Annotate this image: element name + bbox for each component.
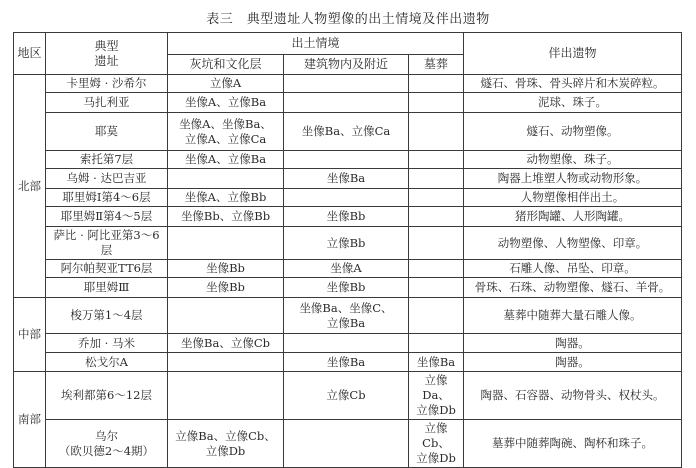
ash-pit-cell — [168, 353, 284, 372]
site-cell: 索托第7层 — [46, 151, 168, 169]
artifacts-cell: 墓葬中随葬大量石雕人像。 — [464, 298, 682, 334]
tomb-cell — [409, 278, 464, 298]
tomb-cell — [409, 334, 464, 353]
ash-pit-cell — [168, 372, 284, 420]
tomb-cell — [409, 189, 464, 207]
building-cell: 坐像Bb — [284, 278, 409, 298]
data-table — [13, 32, 682, 468]
tomb-cell: 立像Cb、 立像Db — [409, 420, 464, 468]
ash-pit-cell: 坐像Bb — [168, 260, 284, 278]
artifacts-cell: 陶器。 — [464, 353, 682, 372]
ash-pit-cell — [168, 298, 284, 334]
table-row — [14, 207, 682, 227]
header-context: 出土情境 — [168, 33, 464, 55]
building-cell: 坐像Ba — [284, 353, 409, 372]
header-building: 建筑物内及附近 — [284, 55, 409, 75]
ash-pit-cell: 坐像A、立像Bb — [168, 189, 284, 207]
artifacts-cell: 骨珠、石珠、动物塑像、燧石、羊骨。 — [464, 278, 682, 298]
ash-pit-cell: 坐像Bb、立像Bb — [168, 207, 284, 227]
building-cell: 坐像Ba、立像Ca — [284, 113, 409, 151]
tomb-cell: 立像Da、 立像Db — [409, 372, 464, 420]
table-row — [14, 169, 682, 189]
site-cell: 耶里姆Ⅰ第4～6层 — [46, 189, 168, 207]
site-cell: 松戈尔A — [46, 353, 168, 372]
header-site-line1: 典型 — [94, 38, 119, 53]
header-site — [46, 33, 168, 75]
header-tomb: 墓葬 — [409, 55, 464, 75]
artifacts-cell: 陶器、石容器、动物骨头、权杖头。 — [464, 372, 682, 420]
table-row — [14, 75, 682, 93]
table-row — [14, 353, 682, 372]
region-cell-central: 中部 — [14, 298, 46, 372]
site-cell: 耶莫 — [46, 113, 168, 151]
ash-pit-cell — [168, 169, 284, 189]
site-cell: 卡里姆 · 沙希尔 — [46, 75, 168, 93]
artifacts-cell: 燧石、动物塑像。 — [464, 113, 682, 151]
ash-pit-cell — [168, 227, 284, 260]
header-ash-pit: 灰坑和文化层 — [168, 55, 284, 75]
tomb-cell — [409, 113, 464, 151]
table-row — [14, 298, 682, 334]
tomb-cell — [409, 93, 464, 113]
region-cell-south: 南部 — [14, 372, 46, 468]
site-cell: 耶里姆Ⅱ第4～5层 — [46, 207, 168, 227]
table-row — [14, 334, 682, 353]
building-cell — [284, 93, 409, 113]
header-artifacts: 伴出遗物 — [464, 33, 682, 75]
tomb-cell — [409, 227, 464, 260]
tomb-cell — [409, 207, 464, 227]
site-cell: 乌尔 （欧贝德2～4期） — [46, 420, 168, 468]
site-cell: 埃利都第6～12层 — [46, 372, 168, 420]
header-site-line2: 遗址 — [94, 53, 119, 68]
site-cell: 梭万第1～4层 — [46, 298, 168, 334]
table-row — [14, 278, 682, 298]
table-row — [14, 260, 682, 278]
building-cell: 坐像Ba — [284, 169, 409, 189]
site-cell: 乔加 · 马米 — [46, 334, 168, 353]
site-cell: 耶里姆Ⅲ — [46, 278, 168, 298]
tomb-cell — [409, 260, 464, 278]
artifacts-cell: 泥球、珠子。 — [464, 93, 682, 113]
building-cell: 坐像Bb — [284, 207, 409, 227]
ash-pit-cell: 立像A — [168, 75, 284, 93]
artifacts-cell: 石雕人像、吊坠、印章。 — [464, 260, 682, 278]
table-row — [14, 93, 682, 113]
building-cell — [284, 151, 409, 169]
building-cell: 坐像Ba、坐像C、 立像Ba — [284, 298, 409, 334]
table-row — [14, 372, 682, 420]
building-cell: 立像Cb — [284, 372, 409, 420]
region-cell-north: 北部 — [14, 75, 46, 298]
ash-pit-cell: 坐像A、立像Ba — [168, 151, 284, 169]
artifacts-cell: 陶器上堆塑人物或动物形象。 — [464, 169, 682, 189]
tomb-cell — [409, 151, 464, 169]
ash-pit-cell: 坐像A、立像Ba — [168, 93, 284, 113]
site-cell: 乌姆 · 达巴吉亚 — [46, 169, 168, 189]
building-cell: 立像Bb — [284, 227, 409, 260]
artifacts-cell: 燧石、骨珠、骨头碎片和木炭碎粒。 — [464, 75, 682, 93]
artifacts-cell: 墓葬中随葬陶碗、陶杯和珠子。 — [464, 420, 682, 468]
ash-pit-cell: 坐像Ba、立像Cb — [168, 334, 284, 353]
building-cell — [284, 189, 409, 207]
tomb-cell — [409, 169, 464, 189]
artifacts-cell: 动物塑像、人物塑像、印章。 — [464, 227, 682, 260]
artifacts-cell: 猪形陶罐、人形陶罐。 — [464, 207, 682, 227]
ash-pit-cell: 坐像Bb — [168, 278, 284, 298]
building-cell — [284, 75, 409, 93]
building-cell — [284, 334, 409, 353]
table-row — [14, 151, 682, 169]
artifacts-cell: 动物塑像、珠子。 — [464, 151, 682, 169]
header-region: 地区 — [14, 33, 46, 75]
tomb-cell — [409, 298, 464, 334]
site-cell: 马扎利亚 — [46, 93, 168, 113]
tomb-cell — [409, 75, 464, 93]
site-cell: 阿尔帕契亚TT6层 — [46, 260, 168, 278]
building-cell: 坐像A — [284, 260, 409, 278]
ash-pit-cell: 坐像A、坐像Ba、 立像A、立像Ca — [168, 113, 284, 151]
table-row — [14, 189, 682, 207]
table-row — [14, 113, 682, 151]
artifacts-cell: 人物塑像相伴出土。 — [464, 189, 682, 207]
table-caption: 表三 典型遗址人物塑像的出土情境及伴出遗物 — [206, 12, 490, 27]
table-row — [14, 227, 682, 260]
tomb-cell: 坐像Ba — [409, 353, 464, 372]
site-cell: 萨比 · 阿比亚第3～6层 — [46, 227, 168, 260]
ash-pit-cell: 立像Ba、立像Cb、 立像Db — [168, 420, 284, 468]
artifacts-cell: 陶器。 — [464, 334, 682, 353]
